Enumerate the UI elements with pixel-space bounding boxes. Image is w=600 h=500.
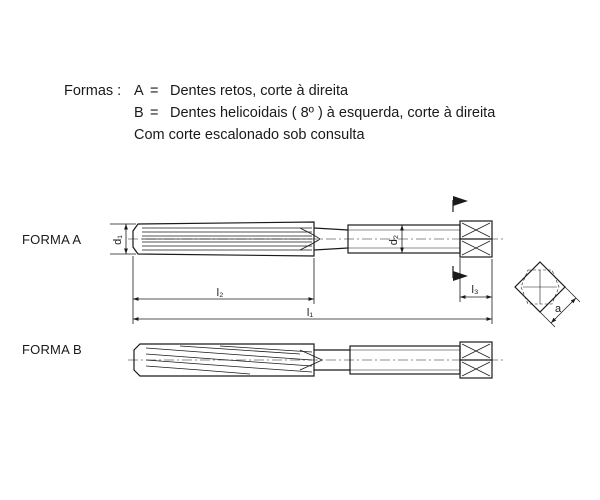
square-section-view <box>515 262 580 327</box>
legend-code-b: B <box>134 105 144 121</box>
reamer-forma-b <box>128 342 505 378</box>
label-a: a <box>554 303 562 315</box>
label-l3: l₃ <box>471 284 479 296</box>
dimension-l2 <box>133 256 314 304</box>
label-d2: d₂ <box>388 234 400 246</box>
forma-a-label: FORMA A <box>22 232 82 247</box>
legend-title: Formas : <box>64 83 122 99</box>
legend-note: Com corte escalonado sob consulta <box>134 127 365 143</box>
legend-desc-a: Dentes retos, corte à direita <box>170 83 349 99</box>
label-d1: d₁ <box>112 235 124 245</box>
forma-b-label: FORMA B <box>22 342 82 357</box>
label-l2: l₂ <box>216 287 224 299</box>
legend-code-a: A <box>134 83 144 99</box>
legend-desc-b: Dentes helicoidais ( 8º ) à esquerda, corte à direita <box>170 105 496 121</box>
label-l1: l₁ <box>306 307 314 319</box>
reamer-forma-a <box>128 221 505 257</box>
legend-equals-a: = <box>150 83 159 99</box>
legend-equals-b: = <box>150 105 159 121</box>
